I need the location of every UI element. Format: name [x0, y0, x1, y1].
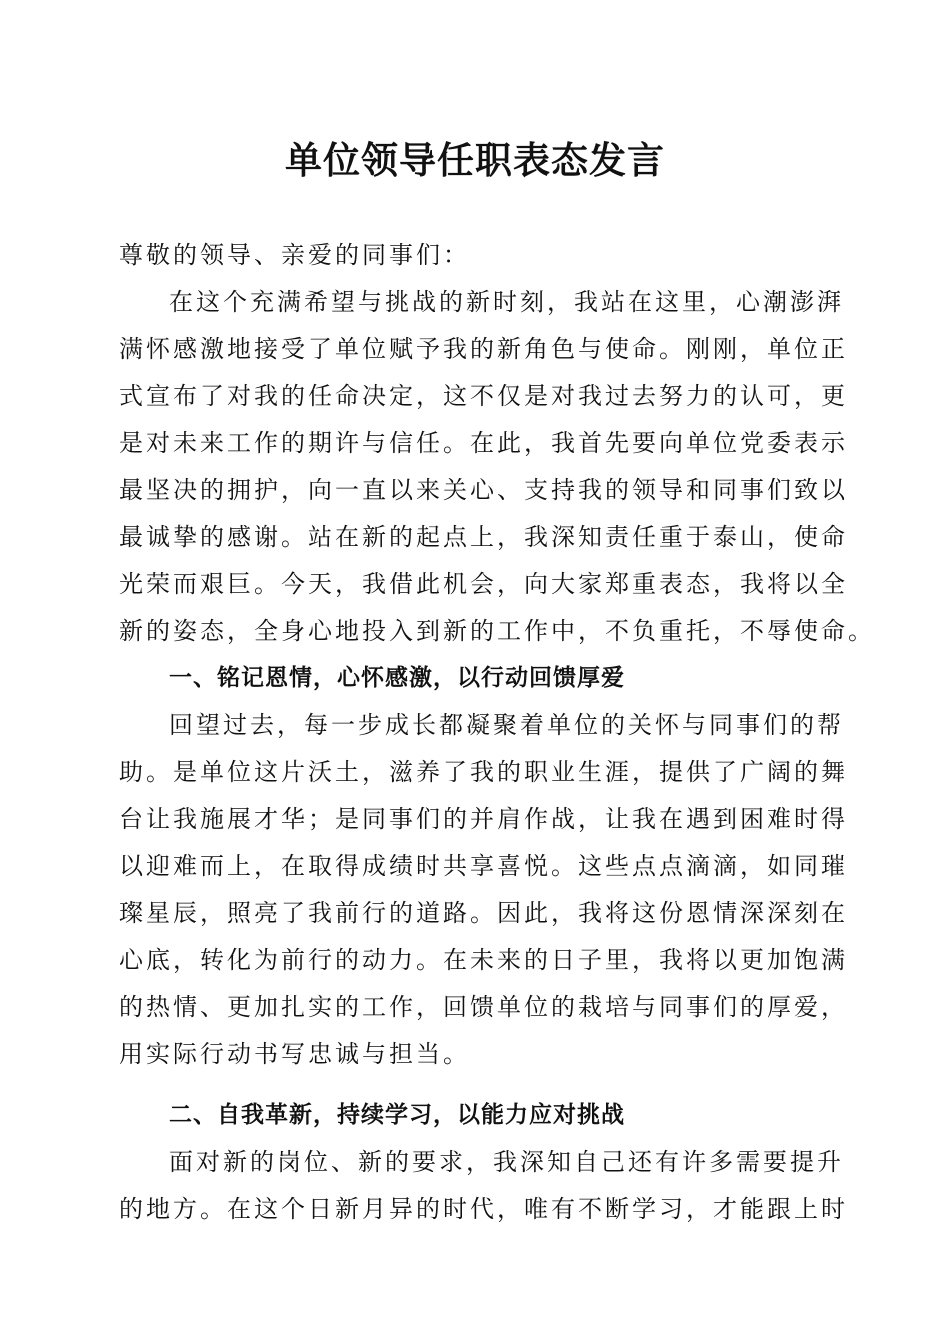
paragraph-line: 心底，转化为前行的动力。在未来的日子里，我将以更加饱满	[119, 946, 848, 974]
paragraph-line: 回望过去，每一步成长都凝聚着单位的关怀与同事们的帮	[169, 711, 844, 739]
paragraph-line: 助。是单位这片沃土，滋养了我的职业生涯，提供了广阔的舞	[119, 758, 848, 786]
document-body	[119, 232, 875, 1233]
paragraph-line: 最诚挚的感谢。站在新的起点上，我深知责任重于泰山，使命	[119, 523, 848, 551]
section-heading-1: 一、铭记恩情，心怀感激，以行动回馈厚爱	[169, 665, 625, 691]
paragraph-line: 用实际行动书写忠诚与担当。	[119, 1040, 470, 1068]
paragraph-line: 台让我施展才华；是同事们的并肩作战，让我在遇到困难时得	[119, 805, 848, 833]
paragraph-line: 式宣布了对我的任命决定，这不仅是对我过去努力的认可，更	[119, 382, 848, 410]
paragraph-line: 的热情、更加扎实的工作，回馈单位的栽培与同事们的厚爱，	[119, 993, 848, 1021]
paragraph-line: 在这个充满希望与挑战的新时刻，我站在这里，心潮澎湃	[169, 288, 844, 316]
section-heading-2: 二、自我革新，持续学习，以能力应对挑战	[169, 1102, 625, 1128]
paragraph-line: 的地方。在这个日新月异的时代，唯有不断学习，才能跟上时	[119, 1195, 848, 1223]
paragraph-line: 面对新的岗位、新的要求，我深知自己还有许多需要提升	[169, 1148, 844, 1176]
document-title: 单位领导任职表态发言	[285, 138, 665, 182]
paragraph-line: 满怀感激地接受了单位赋予我的新角色与使命。刚刚，单位正	[119, 335, 848, 363]
paragraph-line: 以迎难而上，在取得成绩时共享喜悦。这些点点滴滴，如同璀	[119, 852, 848, 880]
section-gap	[119, 1078, 831, 1092]
intro-paragraph	[119, 279, 875, 655]
paragraph-line: 璨星辰，照亮了我前行的道路。因此，我将这份恩情深深刻在	[119, 899, 848, 927]
salutation: 尊敬的领导、亲爱的同事们：	[119, 241, 470, 269]
section-1-paragraph	[119, 702, 848, 1078]
paragraph-line: 是对未来工作的期许与信任。在此，我首先要向单位党委表示	[119, 429, 848, 457]
section-2-paragraph	[119, 1139, 848, 1233]
paragraph-line: 光荣而艰巨。今天，我借此机会，向大家郑重表态，我将以全	[119, 570, 848, 598]
paragraph-line: 最坚决的拥护，向一直以来关心、支持我的领导和同事们致以	[119, 476, 848, 504]
paragraph-line: 新的姿态，全身心地投入到新的工作中，不负重托，不辱使命。	[119, 617, 875, 645]
